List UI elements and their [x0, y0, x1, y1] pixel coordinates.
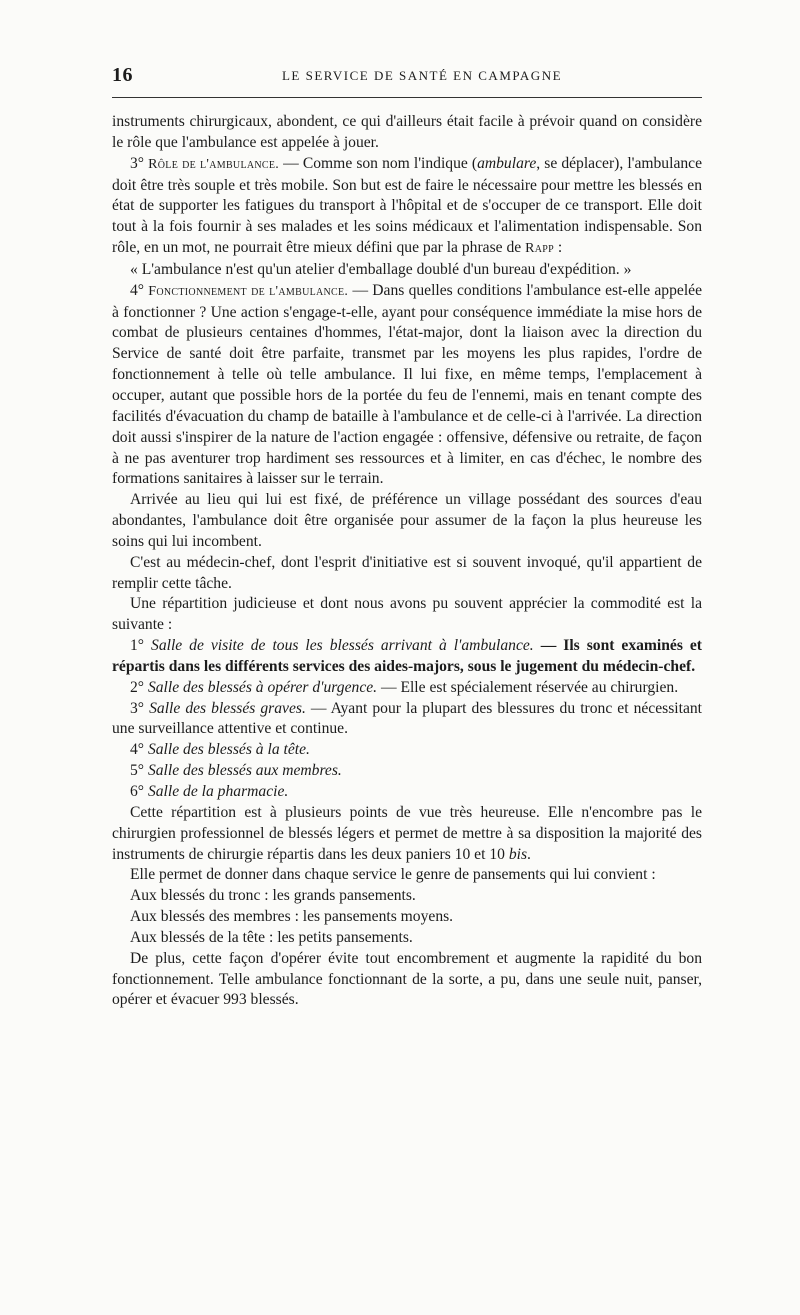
paragraph	[112, 112, 702, 154]
quotation-text: « L'ambulance n'est qu'un atelier d'emballage doublé d'un bureau d'expédition. »	[130, 260, 632, 278]
section-role-ambulance	[112, 154, 702, 260]
list-number: 4°	[130, 741, 145, 759]
page-header	[112, 62, 702, 90]
italic-term: bis	[508, 845, 528, 863]
list-number: 6°	[130, 783, 145, 800]
list-number: 2°	[130, 678, 145, 696]
paragraph-text: C'est au médecin-chef, dont l'esprit d'initiative est si souvent invoqué, qu'il appartient de remplir cette tâche.	[112, 553, 702, 592]
section-number: 3°	[130, 154, 145, 172]
room-title: Salle des blessés graves.	[149, 699, 306, 717]
section-fonctionnement	[112, 281, 702, 490]
paragraph-text: .	[527, 845, 531, 863]
list-item	[112, 636, 702, 678]
list-item	[112, 678, 702, 699]
paragraph	[112, 594, 702, 636]
body-text	[112, 112, 702, 1011]
page-number: 16	[112, 64, 133, 86]
paragraph-text: Une répartition judicieuse et dont nous avons pu souvent apprécier la commodité est la suivante :	[112, 595, 702, 634]
section-number: 4°	[130, 281, 145, 299]
paragraph	[112, 490, 702, 553]
running-title: LE SERVICE DE SANTÉ EN CAMPAGNE	[281, 68, 563, 83]
room-title: Salle de visite de tous les blessés arrivant à l'ambulance.	[151, 637, 534, 655]
paragraph-text: Elle permet de donner dans chaque service le genre de pansements qui lui convient :	[130, 866, 656, 884]
italic-term: ambulare	[477, 154, 537, 172]
room-title: Salle de la pharmacie.	[147, 783, 289, 800]
paragraph	[112, 907, 702, 928]
room-title: Salle des blessés à la tête.	[147, 741, 310, 759]
paragraph-text: :	[553, 239, 563, 257]
paragraph-text: , se déplacer), l'ambulance doit être très souple et très mobile. Son but est de faire le nécessaire pour mettre les blessés en état de supporter les fatigues du transport à l'hôpital et de s'occuper de ce transport. Elle doit tout à la fois fournir à ses malades et les soins médicaux et l'alimentation indispensable. Son rôle, en un mot, ne pourrait être mieux défini que par la phrase de	[112, 154, 702, 257]
list-item	[112, 699, 702, 741]
section-heading: Rôle de l'ambulance.	[148, 156, 280, 172]
paragraph-text: — Ils sont examinés et répartis dans les différents services des aides-majors, sous le jugement du médecin-chef.	[112, 637, 702, 675]
quotation	[112, 260, 702, 281]
paragraph-text: — Elle est spécialement réservée au chirurgien.	[377, 678, 679, 696]
paragraph-text: Cette répartition est à plusieurs points de vue très heureuse. Elle n'encombre pas le chirurgien professionnel de blessés légers et permet de mettre à sa disposition la majorité des instruments de chirurgie répartis dans les deux paniers 10 et 10	[112, 803, 702, 863]
paragraph	[112, 928, 702, 949]
list-item	[112, 761, 702, 782]
room-title: Salle des blessés à opérer d'urgence.	[147, 678, 378, 696]
list-number: 3°	[130, 699, 145, 717]
list-number: 1°	[130, 637, 145, 655]
room-title: Salle des blessés aux membres.	[147, 762, 342, 780]
paragraph	[112, 865, 702, 886]
paragraph-text: De plus, cette façon d'opérer évite tout encombrement et augmente la rapidité du bon fonctionnement. Telle ambulance fonctionnant de la sorte, a pu, dans une seule nuit, panser, opérer et évacuer 993 blessés.	[112, 949, 702, 1009]
cited-name: Rapp	[525, 241, 554, 257]
section-heading: Fonctionnement de l'ambulance.	[148, 283, 349, 299]
paragraph-text: Aux blessés du tronc : les grands pansements.	[130, 887, 416, 905]
paragraph	[112, 886, 702, 907]
paragraph-text: — Dans quelles conditions l'ambulance est-elle appelée à fonctionner ? Une action s'engage-t-elle, ayant pour conséquence immédiate la mise hors de combat de plusieurs centaines d'hommes, l'état-major, dont la liaison avec la direction du Service de santé doit être parfaite, transmet par les moyens les plus rapides, l'ordre de fonctionnement à telle où telle ambulance. Il lui fixe, en même temps, l'emplacement à occuper, autant que possible hors de la portée du feu de l'ennemi, mais en tenant compte des facilités d'évacuation du champ de bataille à l'ambulance et de celle-ci à l'arrivée. La direction doit aussi s'inspirer de la nature de l'action engagée : offensive, défensive ou retraite, de façon à ne pas aventurer trop hardiment ses ressources et à limiter, en cas d'échec, le nombre des formations sanitaires à laisser sur le terrain.	[112, 281, 702, 488]
paragraph-text: — Ayant pour la plupart des blessures du tronc et nécessitant une surveillance attentive et continue.	[112, 699, 702, 738]
paragraph-text: Aux blessés des membres : les pansements moyens.	[130, 908, 454, 926]
paragraph	[112, 803, 702, 866]
paragraph	[112, 553, 702, 595]
list-item	[112, 740, 702, 761]
list-item	[112, 782, 702, 803]
header-rule	[112, 97, 702, 98]
list-number: 5°	[130, 762, 145, 780]
paragraph	[112, 949, 702, 1012]
paragraph-text: Arrivée au lieu qui lui est fixé, de préférence un village possédant des sources d'eau abondantes, l'ambulance doit être organisée pour assumer de la façon la plus heureuse les soins qui lui incombent.	[112, 491, 702, 550]
paragraph-text: instruments chirurgicaux, abondent, ce qui d'ailleurs était facile à prévoir quand on considère le rôle que l'ambulance est appelée à jouer.	[112, 113, 702, 151]
paragraph-text: — Comme son nom l'indique (	[279, 154, 478, 172]
paragraph-text: Aux blessés de la tête : les petits pansements.	[130, 928, 413, 946]
